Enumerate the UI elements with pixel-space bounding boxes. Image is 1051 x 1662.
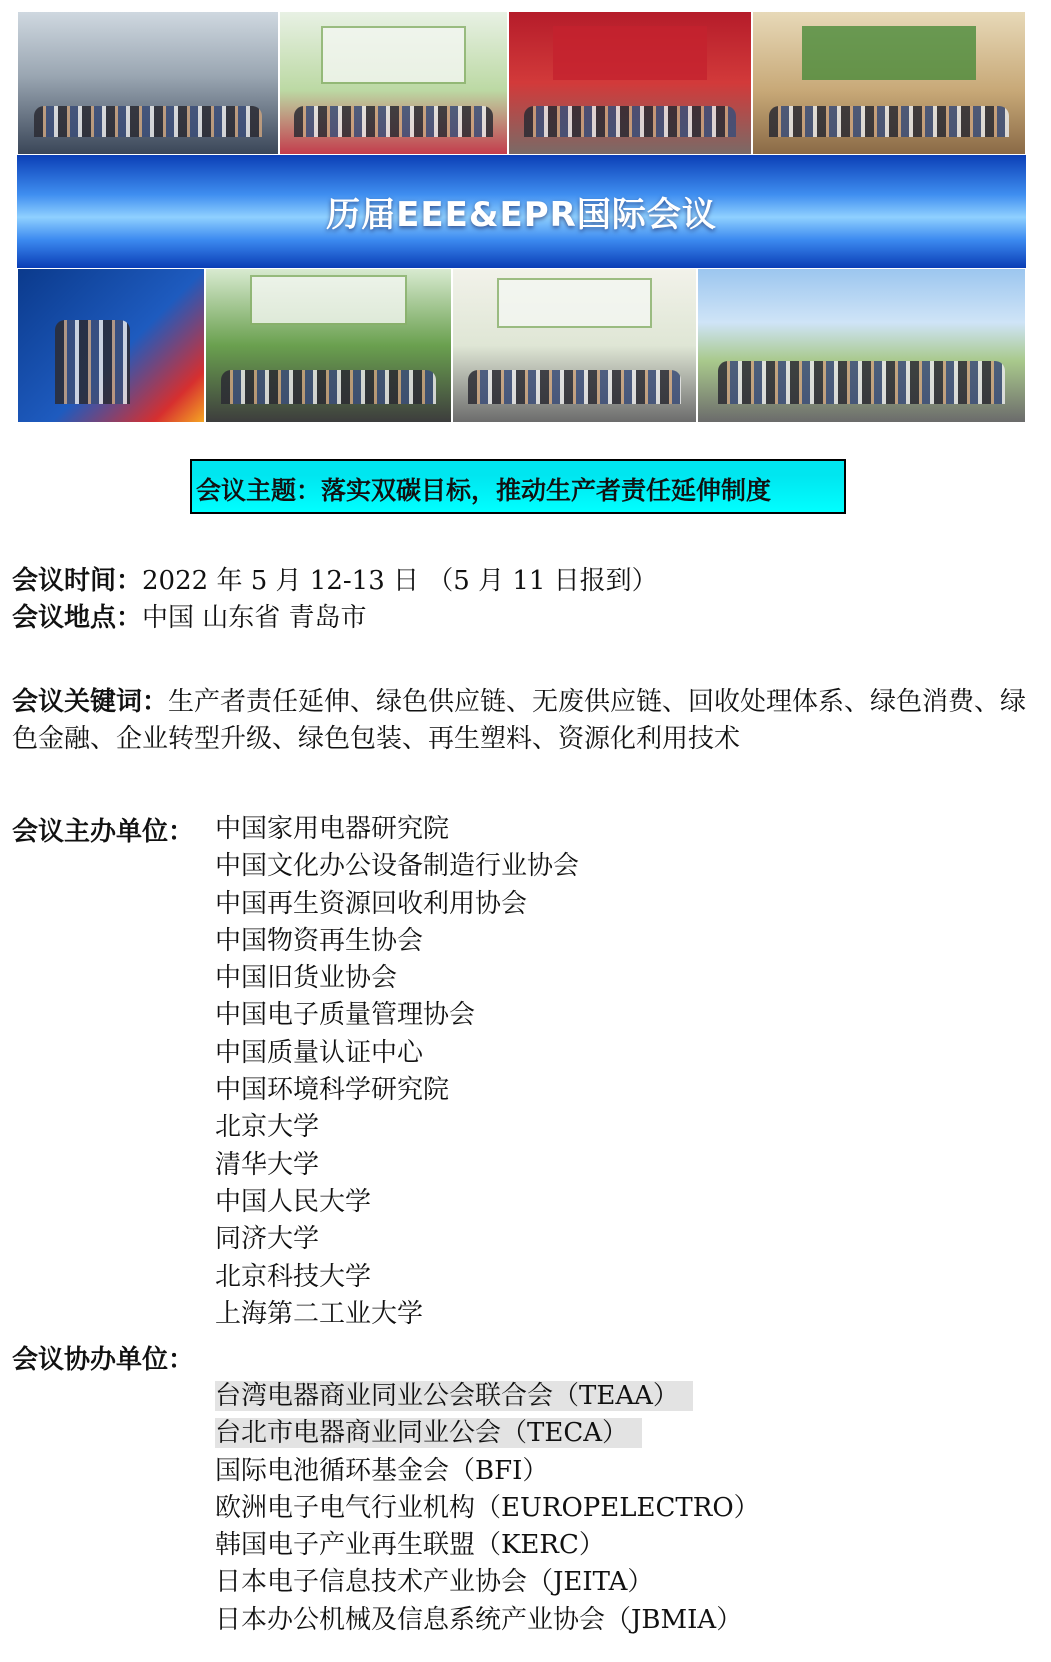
- conference-photo-1: [17, 11, 279, 155]
- conference-photo-4: [752, 11, 1026, 155]
- list-item: 欧洲电子电气行业机构（EUROPELECTRO）: [215, 1492, 760, 1523]
- list-item: 中国环境科学研究院: [215, 1075, 450, 1106]
- list-item: 中国再生资源回收利用协会: [215, 888, 528, 919]
- highlighted-org: 台北市电器商业同业公会（TECA）: [215, 1418, 642, 1448]
- theme-text: 落实双碳目标，推动生产者责任延伸制度: [321, 476, 772, 505]
- co-organizers-list: [215, 1378, 760, 1639]
- list-item: 北京科技大学: [215, 1261, 372, 1292]
- keywords-value: 生产者责任延伸、绿色供应链、无废供应链、回收处理体系、绿色消费、绿色金融、企业转型升级、绿色包装、再生塑料、资源化利用技术: [12, 687, 1027, 754]
- conference-photo-8: [697, 268, 1026, 423]
- conference-history-banner: [17, 155, 1026, 268]
- list-item: 北京大学: [215, 1112, 320, 1143]
- list-item: [215, 1378, 760, 1415]
- list-item: 日本办公机械及信息系统产业协会（JBMIA）: [215, 1604, 743, 1635]
- list-item: 中国家用电器研究院: [215, 814, 450, 844]
- conference-photo-2: [279, 11, 508, 155]
- time-label: 会议时间：: [12, 566, 143, 596]
- co-organizers-label: 会议协办单位：: [12, 1345, 195, 1375]
- list-item: 中国文化办公设备制造行业协会: [215, 851, 580, 882]
- time-value: 2022 年 5 月 12-13 日 （5 月 11 日报到）: [142, 566, 658, 596]
- list-item: [215, 1415, 760, 1452]
- conference-photo-3: [508, 11, 752, 155]
- list-item: 中国电子质量管理协会: [215, 1000, 476, 1031]
- list-item: 中国质量认证中心: [215, 1037, 424, 1068]
- conference-time: [12, 568, 658, 594]
- list-item: 中国人民大学: [215, 1186, 372, 1217]
- location-label: 会议地点：: [12, 603, 143, 633]
- conference-keywords: [12, 684, 1042, 758]
- conference-location: [12, 605, 367, 631]
- banner-title: 历届EEE&EPR国际会议: [326, 195, 717, 235]
- conference-theme-box: [190, 459, 846, 514]
- conference-photo-6: [205, 268, 452, 423]
- organizers-section: [12, 819, 194, 845]
- location-value: 中国 山东省 青岛市: [142, 603, 367, 633]
- list-item: 同济大学: [215, 1224, 320, 1255]
- co-organizers-section: [12, 1347, 194, 1373]
- list-item: 清华大学: [215, 1149, 320, 1180]
- list-item: 日本电子信息技术产业协会（JEITA）: [215, 1567, 654, 1598]
- keywords-label: 会议关键词：: [12, 687, 169, 717]
- list-item: 韩国电子产业再生联盟（KERC）: [215, 1530, 605, 1561]
- conference-photo-7: [452, 268, 697, 423]
- list-item: 国际电池循环基金会（BFI）: [215, 1455, 549, 1486]
- highlighted-org: 台湾电器商业同业公会联合会（TEAA）: [215, 1381, 693, 1411]
- list-item: 上海第二工业大学: [215, 1298, 424, 1329]
- theme-label: 会议主题：: [196, 476, 322, 505]
- list-item: 中国旧货业协会: [215, 963, 398, 994]
- conference-photo-5: [17, 268, 205, 423]
- organizers-list: [215, 811, 579, 1333]
- list-item: 中国物资再生协会: [215, 925, 424, 956]
- organizers-label: 会议主办单位：: [12, 817, 195, 847]
